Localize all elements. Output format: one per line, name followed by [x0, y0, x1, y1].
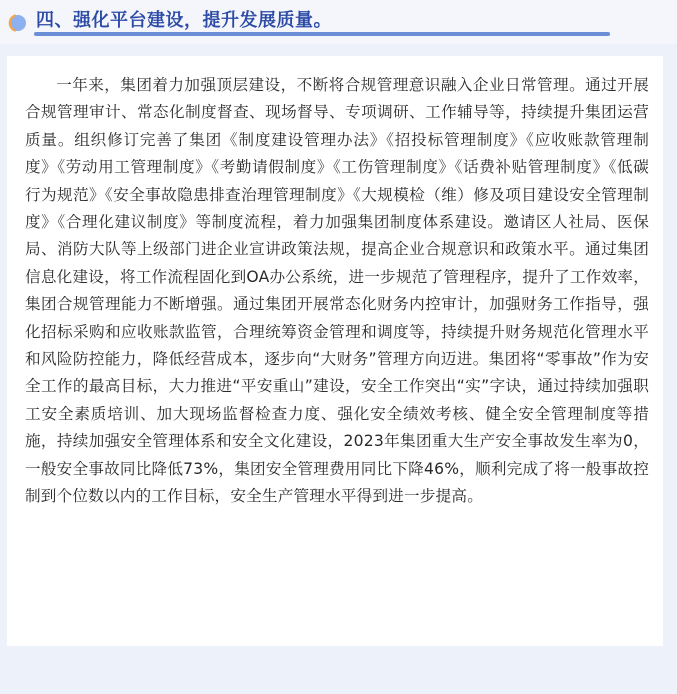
circle-bullet-icon: [6, 12, 28, 34]
title-underline: [34, 32, 610, 36]
body-paragraph: 一年来，集团着力加强顶层建设，不断将合规管理意识融入企业日常管理。通过开展合规管理审计、常态化制度督查、现场督导、专项调研、工作辅导等，持续提升集团运营质量。组织修订完善了集团《制度建设管理办法》《招投标管理制度》《应收账款管理制度》《劳动用工管理制度》《考勤请假制度》《工伤管理制度》《话费补贴管理制度》《低碳行为规范》《安全事故隐患排查治理管理制度》《大规模检（维）修及项目建设安全管理制度》《合理化建议制度》等制度流程，着力加强集团制度体系建设。邀请区人社局、医保局、消防大队等上级部门进企业宣讲政策法规，提高企业合规意识和政策水平。通过集团信息化建设，将工作流程固化到OA办公系统，进一步规范了管理程序，提升了工作效率，集团合规管理能力不断增强。通过集团开展常态化财务内控审计，加强财务工作指导，强化招标采购和应收账款监管，合理统筹资金管理和调度等，持续提升财务规范化管理水平和风险防控能力，降低经营成本，逐步向“大财务”管理方向迈进。集团将“零事故”作为安全工作的最高目标，大力推进“平安重山”建设，安全工作突出“实”字诀，通过持续加强职工安全素质培训、加大现场监督检查力度、强化安全绩效考核、健全安全管理制度等措施，持续加强安全管理体系和安全文化建设，2023年集团重大生产安全事故发生率为0，一般安全事故同比降低73%，集团安全管理费用同比下降46%，顺利完成了将一般事故控制到个位数以内的工作目标，安全生产管理水平得到进一步提高。: [25, 76, 649, 506]
content-panel: [7, 56, 663, 646]
section-title: 四、强化平台建设，提升发展质量。: [36, 10, 332, 31]
section-header: [0, 0, 677, 44]
